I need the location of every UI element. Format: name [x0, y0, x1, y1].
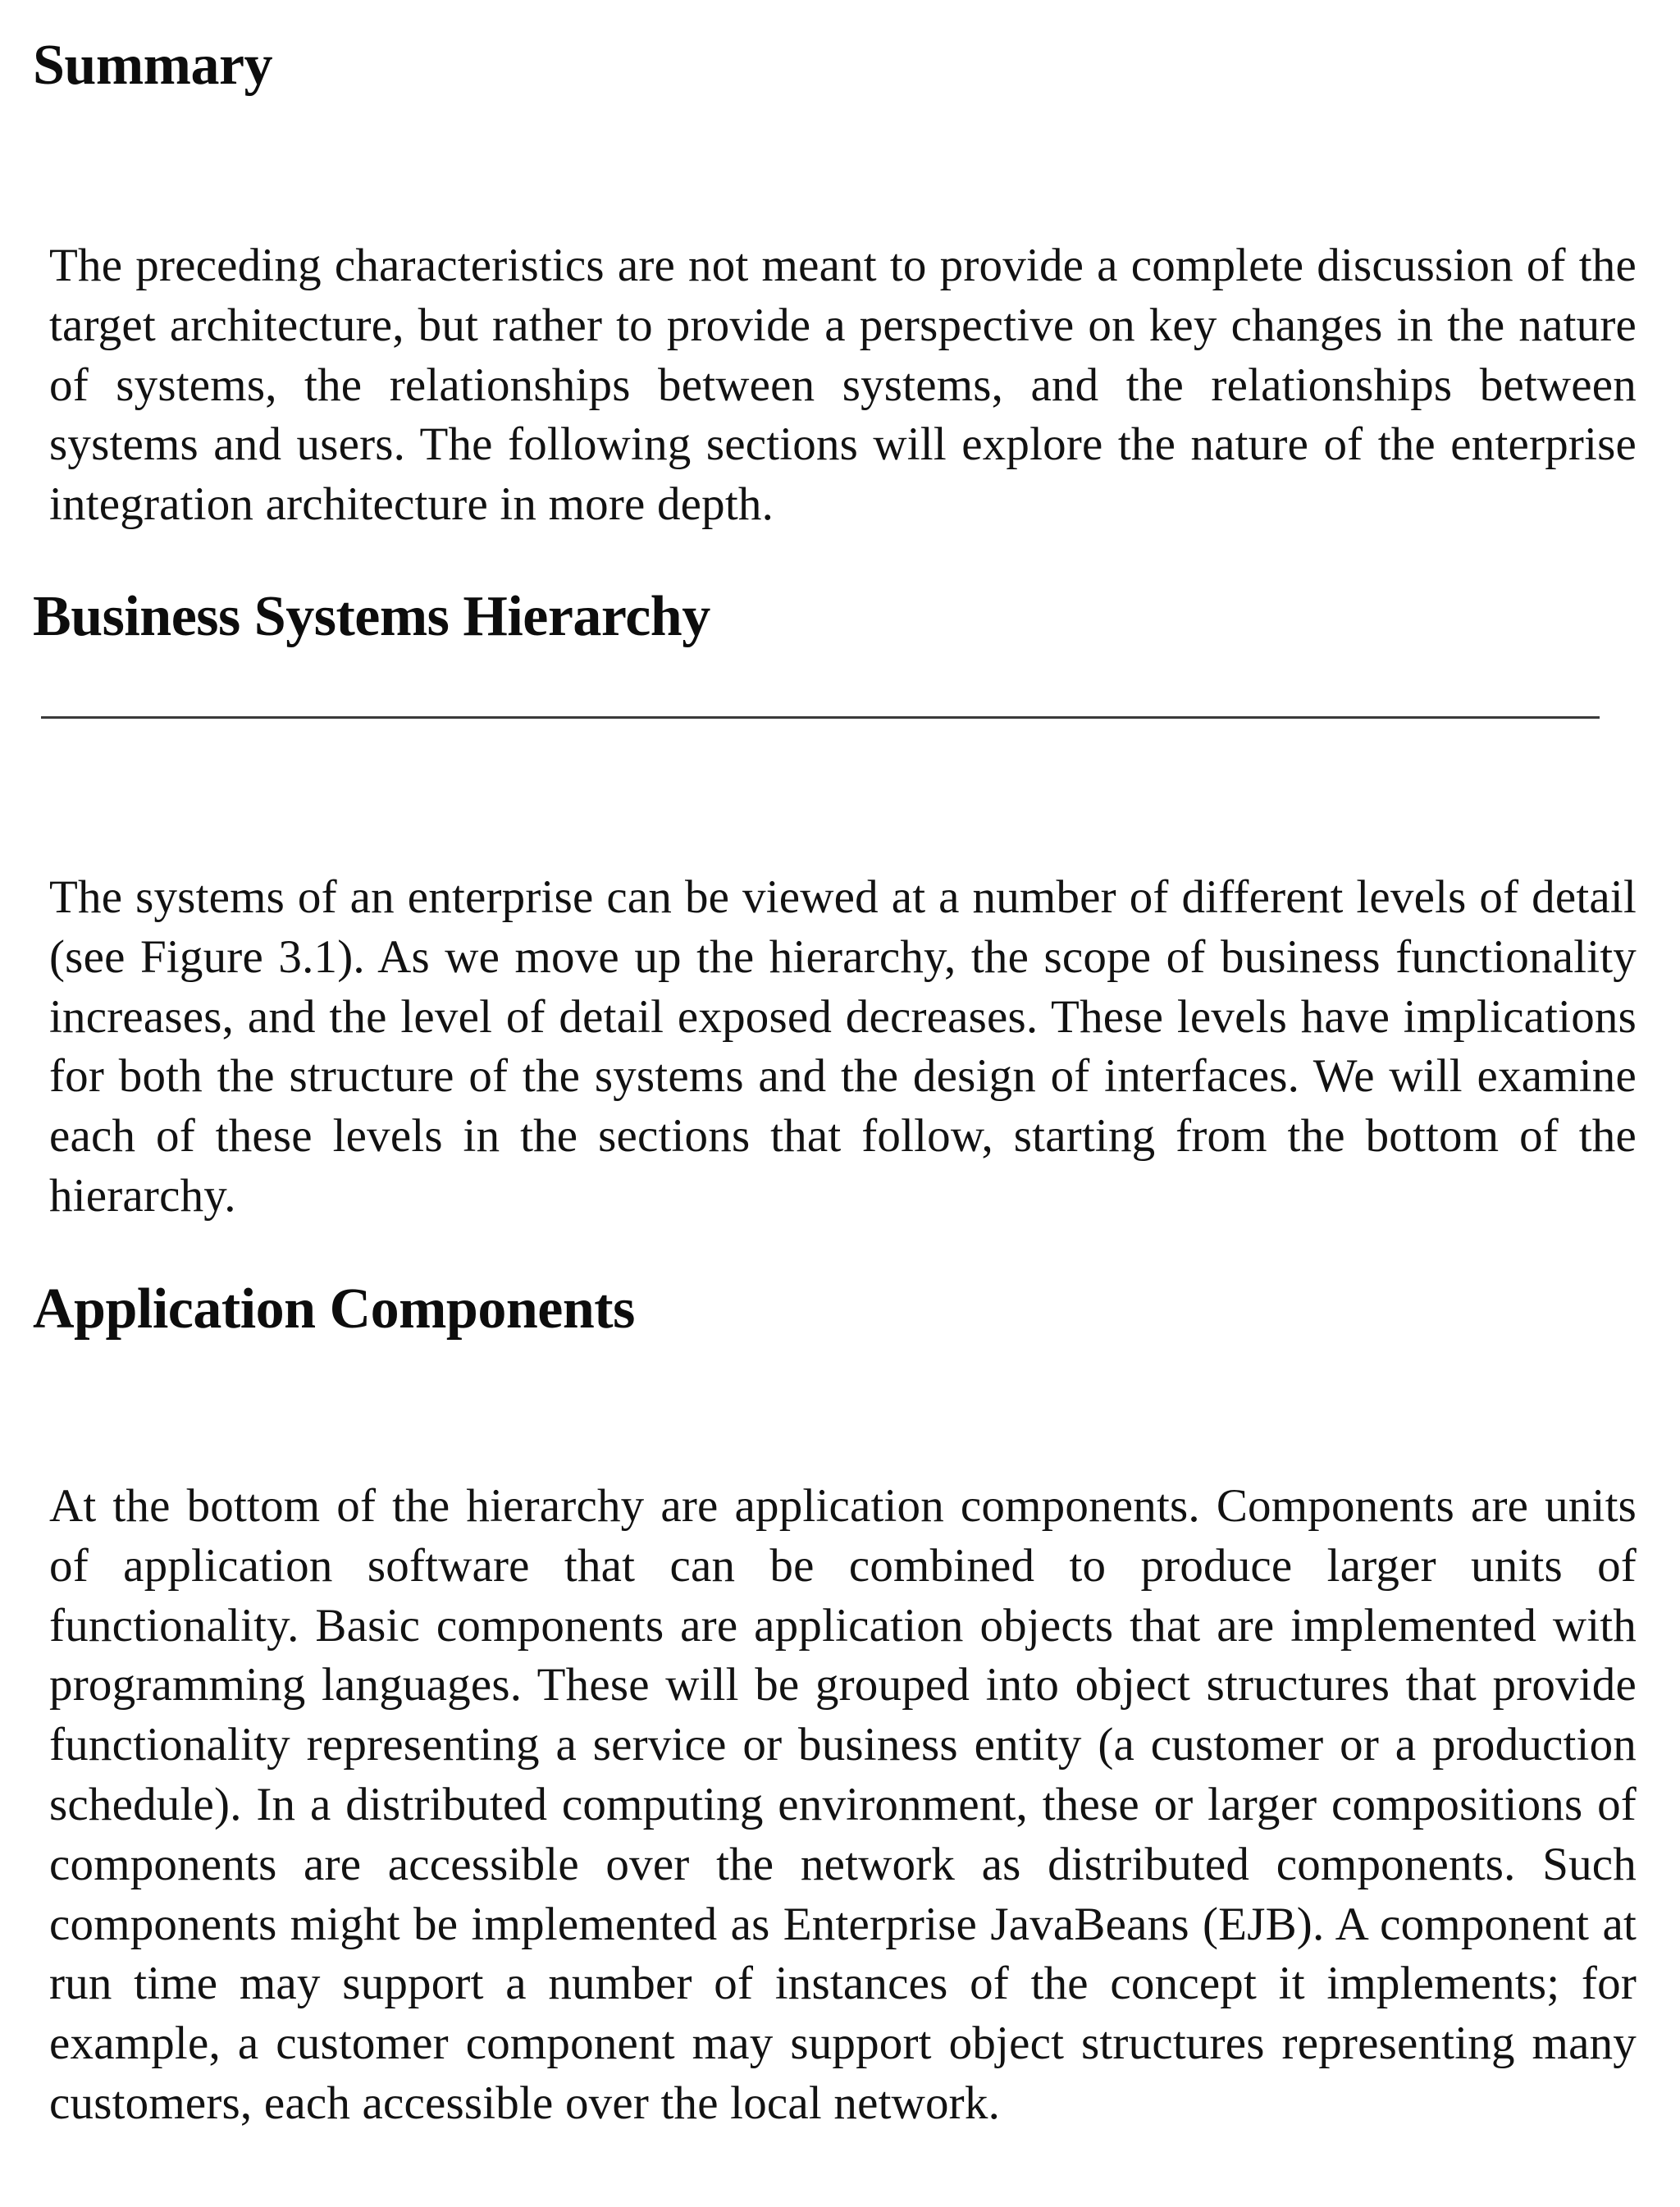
section-heading-business-systems-hierarchy: Business Systems Hierarchy — [33, 585, 710, 648]
section-heading-application-components: Application Components — [33, 1277, 635, 1341]
section-divider — [41, 716, 1600, 719]
summary-paragraph: The preceding characteristics are not meant to provide a complete discussion of the target architecture, but rather to provide a perspective on key changes in the nature of systems, the relationships between systems, and the relationships between systems and users. The following sections will explore the nature of the enterprise integration architecture in more depth. — [49, 240, 1637, 531]
business-systems-hierarchy-paragraph: The systems of an enterprise can be viewed at a number of different levels of detail (see Figure 3.1). As we move up the hierarchy, the scope of business functionality increases, and the level of detail exposed decreases. These levels have implications for both the structure of the systems and the design of interfaces. We will examine each of these levels in the sections that follow, starting from the bottom of the hierarchy. — [49, 871, 1637, 1222]
section-heading-summary: Summary — [33, 34, 273, 97]
application-components-paragraph: At the bottom of the hierarchy are application components. Components are units of application software that can be combined to produce larger units of functionality. Basic components are application objects that are implemented with programming languages. These will be grouped into object structures that provide functionality representing a service or business entity (a customer or a production schedule). In a distributed computing environment, these or larger compositions of components are accessible over the network as distributed components. Such components might be implemented as Enterprise JavaBeans (EJB). A component at run time may support a number of instances of the concept it implements; for example, a customer component may support object structures representing many customers, each accessible over the local network. — [49, 1480, 1637, 2129]
